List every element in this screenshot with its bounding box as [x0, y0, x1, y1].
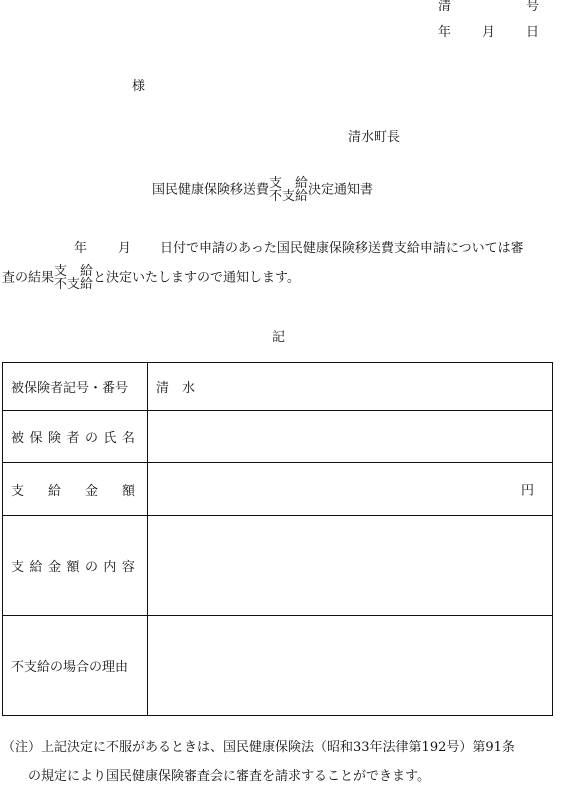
date-month: 月	[482, 25, 496, 40]
value-nonpayment-reason	[148, 616, 553, 716]
body-stack-top: 支 給	[54, 264, 94, 279]
body-line2-suffix: と決定いたしますので通知します。	[93, 270, 300, 286]
date-year: 年	[438, 25, 452, 40]
table-row	[3, 463, 553, 516]
note-line-1: （注）上記決定に不服があるときは、国民健康保険法（昭和33年法律第192号）第91条	[2, 740, 515, 755]
title-suffix: 決定通知書	[308, 182, 374, 198]
notice-number-suffix: 号	[526, 0, 540, 14]
issuer-name: 清水町長	[348, 130, 401, 145]
label-nonpayment-reason	[3, 616, 148, 716]
title-stack-bottom: 不支給	[269, 189, 309, 204]
label-text: 被 保 険 者 の 氏 名	[11, 431, 135, 446]
value-insured-number	[148, 363, 553, 411]
label-payment-details	[3, 516, 148, 616]
label-text: 被保険者記号・番号	[11, 381, 129, 396]
value-insured-name	[148, 411, 553, 463]
table-row	[3, 363, 553, 411]
body-line1-text: 日付で申請のあった国民健康保険移送費支給申請については審	[160, 241, 524, 256]
title-stack	[269, 177, 308, 203]
table-row	[3, 411, 553, 463]
label-text: 不支給の場合の理由	[11, 660, 129, 675]
value-payment-details	[148, 516, 553, 616]
label-payment-amount	[3, 463, 148, 516]
value-payment-amount	[148, 463, 553, 516]
notice-number-prefix: 清	[438, 0, 452, 14]
date-day: 日	[526, 25, 540, 40]
table-row	[3, 616, 553, 716]
addressee-suffix: 様	[132, 79, 146, 94]
body-stack-bottom: 不支給	[54, 277, 94, 292]
value-text: 清 水	[156, 381, 196, 396]
label-insured-name	[3, 411, 148, 463]
yen-unit: 円	[520, 483, 534, 499]
body-stack	[54, 265, 93, 291]
label-text: 支 給 金 額	[11, 483, 135, 499]
body-line2	[2, 265, 300, 291]
notice-table	[2, 362, 553, 716]
body-month: 月	[118, 241, 132, 256]
ki-heading: 記	[272, 330, 286, 345]
label-text: 支 給 金 額 の 内 容	[11, 560, 135, 575]
document-title	[152, 177, 373, 203]
label-insured-number	[3, 363, 148, 411]
title-stack-top: 支 給	[269, 176, 309, 191]
title-prefix: 国民健康保険移送費	[152, 182, 270, 198]
body-line2-prefix: 査の結果	[2, 270, 55, 286]
body-year: 年	[74, 241, 88, 256]
table-row	[3, 516, 553, 616]
note-line-2: の規定により国民健康保険審査会に審査を請求することができます。	[28, 769, 430, 784]
